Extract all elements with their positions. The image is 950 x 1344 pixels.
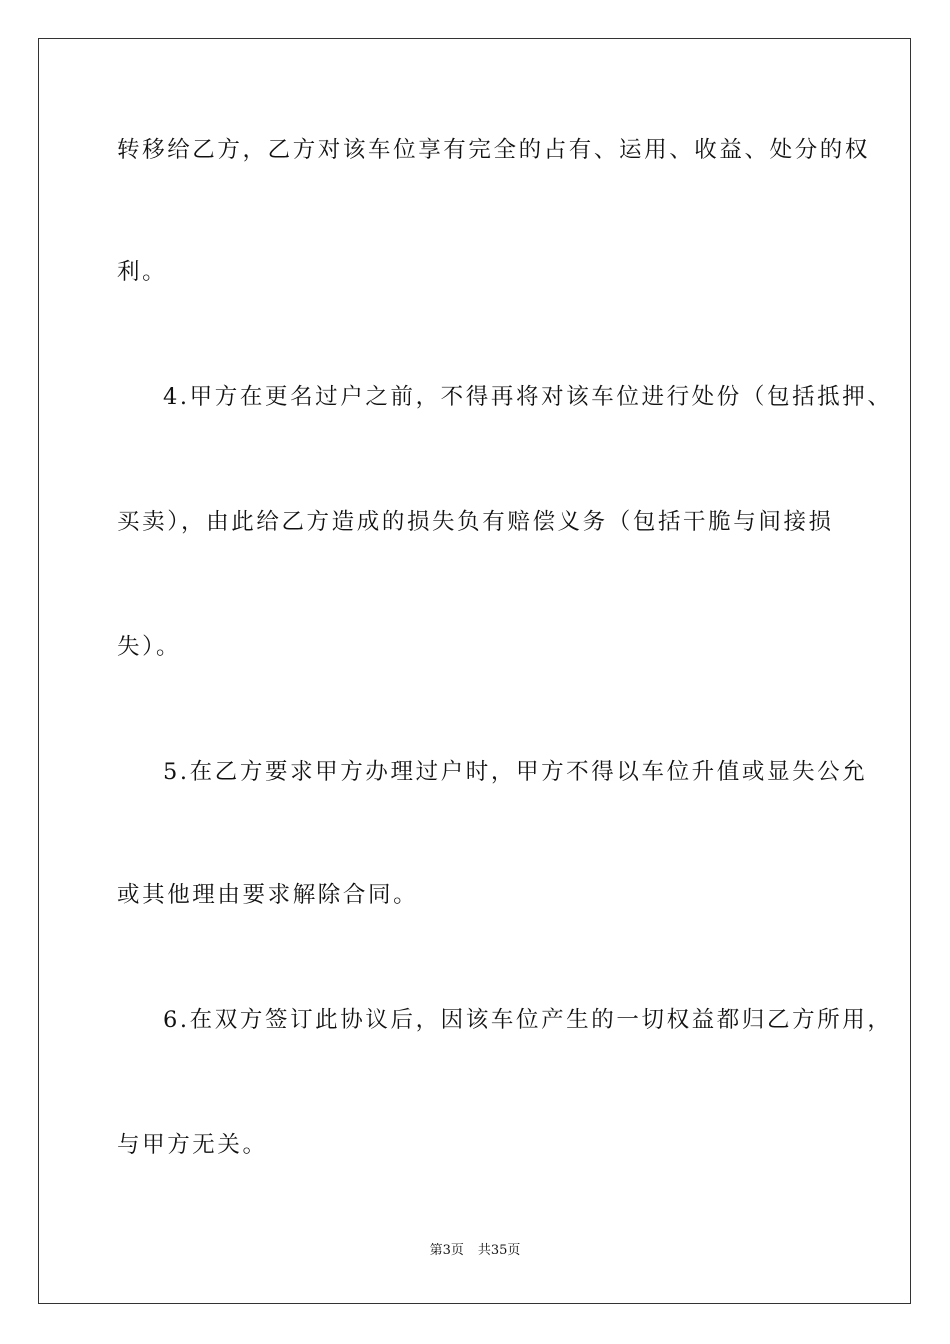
- page-total: 共35页: [477, 1243, 521, 1258]
- page-footer: [0, 1243, 950, 1259]
- page-number: 第3页: [429, 1243, 464, 1258]
- paragraph-line-1: 转移给乙方，乙方对该车位享有完全的占有、运用、收益、处分的权: [117, 137, 871, 163]
- clause-6-line-2: 与甲方无关。: [117, 1132, 268, 1158]
- clause-5-line-2: 或其他理由要求解除合同。: [117, 882, 419, 908]
- clause-6-line-1: 6.在双方签订此协议后，因该车位产生的一切权益都归乙方所用，: [163, 1007, 893, 1033]
- clause-5-line-1: 5.在乙方要求甲方办理过户时，甲方不得以车位升值或显失公允: [163, 759, 868, 785]
- clause-4-line-1: 4.甲方在更名过户之前，不得再将对该车位进行处份（包括抵押、: [163, 384, 893, 410]
- page-border: [38, 38, 911, 1304]
- clause-4-line-2: 买卖），由此给乙方造成的损失负有赔偿义务（包括干脆与间接损: [117, 509, 834, 535]
- clause-4-line-3: 失）。: [117, 634, 182, 660]
- paragraph-line-2: 利。: [117, 259, 168, 285]
